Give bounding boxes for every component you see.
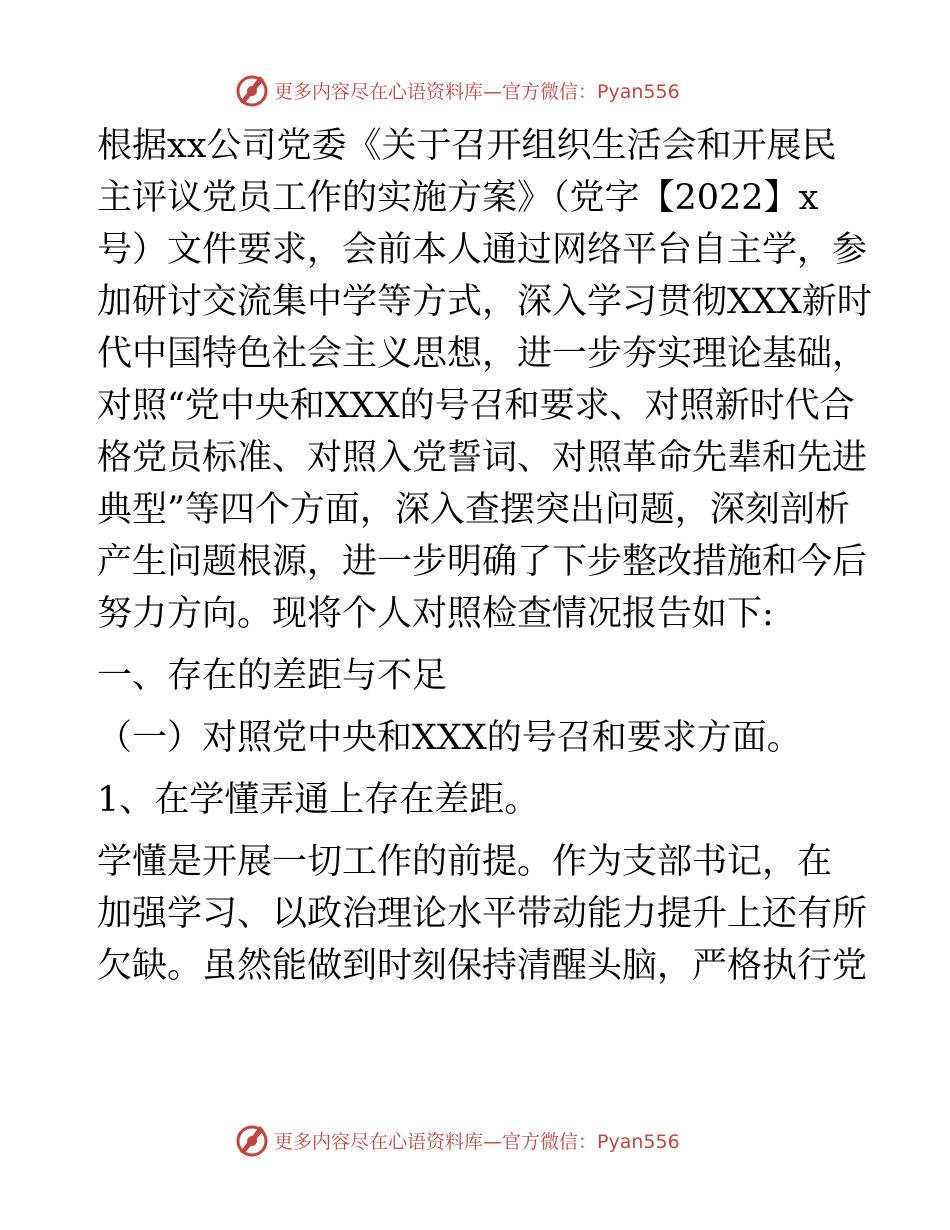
intro-paragraph bbox=[97, 120, 872, 640]
watermark-bottom bbox=[234, 1120, 714, 1160]
watermark-text: 更多内容尽在心语资料库—官方微信：Pyan556 bbox=[274, 80, 680, 103]
text-line: 格党员标准、对照入党誓词、对照革命先辈和先进 bbox=[97, 438, 868, 478]
watermark-top bbox=[234, 70, 714, 110]
text-line: 产生问题根源，进一步明确了下步整改措施和今后 bbox=[97, 542, 868, 582]
watermark-text: 更多内容尽在心语资料库—官方微信：Pyan556 bbox=[274, 1130, 680, 1153]
section-heading: 一、存在的差距与不足 bbox=[97, 656, 448, 696]
text-line: 号）文件要求，会前本人通过网络平台自主学，参 bbox=[97, 230, 868, 270]
subsection-heading: （一）对照党中央和XXX的号召和要求方面。 bbox=[97, 718, 802, 758]
text-line: 加研讨交流集中学等方式，深入学习贯彻XXX新时 bbox=[97, 282, 872, 322]
text-line: 欠缺。虽然能做到时刻保持清醒头脑，严格执行党 bbox=[97, 946, 868, 986]
quill-seal-icon bbox=[234, 72, 270, 108]
body-paragraph bbox=[97, 836, 868, 992]
text-line: 根据xx公司党委《关于召开组织生活会和开展民 bbox=[97, 126, 837, 166]
text-line: 努力方向。现将个人对照检查情况报告如下: bbox=[97, 594, 774, 634]
point-heading: 1、在学懂弄通上存在差距。 bbox=[97, 780, 540, 820]
text-line: 对照“党中央和XXX的号召和要求、对照新时代合 bbox=[97, 386, 855, 426]
text-line: 代中国特色社会主义思想，进一步夯实理论基础， bbox=[97, 334, 868, 374]
text-line: 加强学习、以政治理论水平带动能力提升上还有所 bbox=[97, 894, 868, 934]
document-body bbox=[97, 120, 872, 992]
text-line: 学懂是开展一切工作的前提。作为支部书记，在 bbox=[97, 842, 833, 882]
text-line: 主评议党员工作的实施方案》（党字【2022】x bbox=[97, 178, 819, 218]
text-line: 典型”等四个方面，深入查摆突出问题，深刻剖析 bbox=[97, 490, 850, 530]
quill-seal-icon bbox=[234, 1122, 270, 1158]
